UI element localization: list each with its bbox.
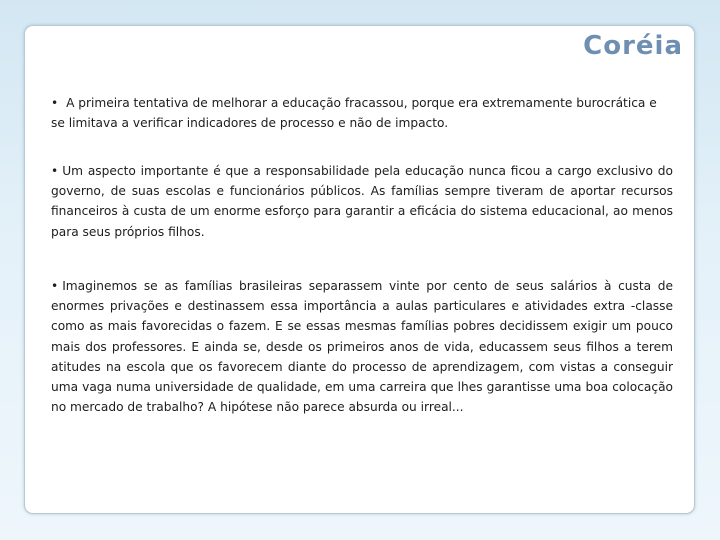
bullet: •	[51, 164, 59, 178]
paragraph-2	[51, 161, 673, 242]
paragraph-1	[51, 93, 673, 133]
bullet: •	[51, 279, 59, 293]
paragraph-2-text: Um aspecto importante é que a responsabilidade pela educação nunca ficou a cargo exclusivo do governo, de suas escolas e funcionários públicos. As famílias sempre tiveram de aportar recursos financeiros à custa de um enorme esforço para garantir a eficácia do sistema educacional, ao menos para seus próprios filhos.	[51, 164, 673, 239]
content-card	[24, 25, 695, 514]
slide-title: Coréia	[583, 31, 683, 61]
bullet: •	[51, 96, 59, 110]
paragraph-3-text: Imaginemos se as famílias brasileiras separassem vinte por cento de seus salários à custa de enormes privações e destinassem essa importância a aulas particulares e atividades extra -classe como as mais favorecidas o fazem. E se essas mesmas famílias pobres decidissem exigir um pouco mais dos professores. E ainda se, desde os primeiros anos de vida, educassem seus filhos a terem atitudes na escola que os favorecem diante do processo de aprendizagem, com vistas a conseguir uma vaga numa universidade de qualidade, em uma carreira que lhes garantisse uma boa colocação no mercado de trabalho? A hipótese não parece absurda ou irreal...	[51, 279, 673, 415]
paragraph-3	[51, 276, 673, 417]
paragraph-1-text: A primeira tentativa de melhorar a educação fracassou, porque era extremamente burocrática e se limitava a verificar indicadores de processo e não de impacto.	[51, 96, 657, 131]
